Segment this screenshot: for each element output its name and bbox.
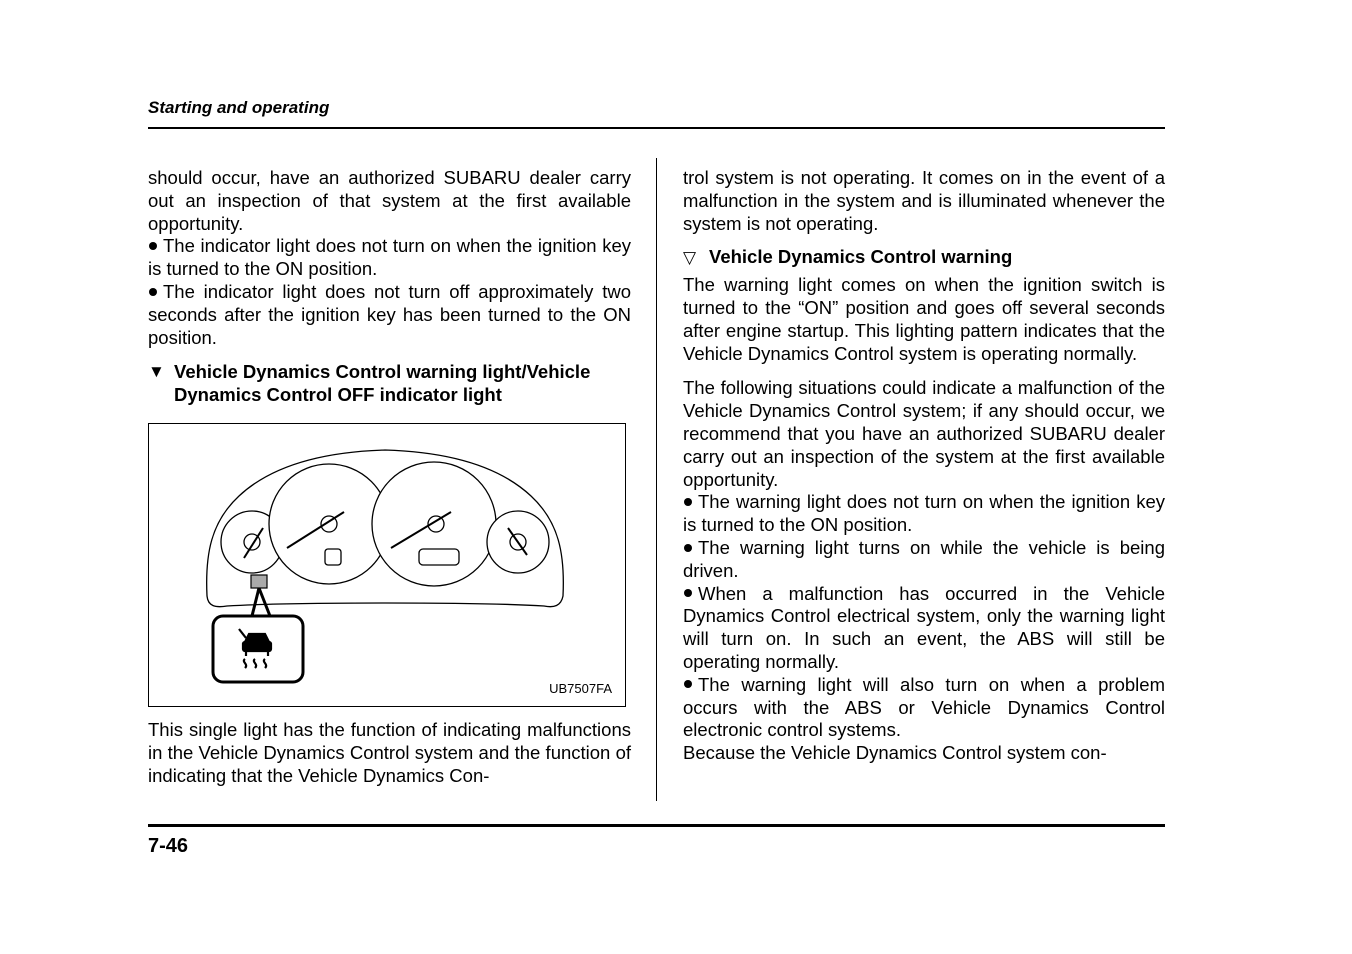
bullet-item: The indicator light does not turn off approximately two seconds after the ignition key has been turned to the ON position. <box>148 280 631 348</box>
page-number: 7-46 <box>148 835 189 857</box>
instrument-cluster-illustration <box>149 424 625 706</box>
instrument-cluster-figure <box>148 423 626 707</box>
section-heading-text: Vehicle Dynamics Control warning light/Vehicle Dynamics Control OFF indicator light <box>174 361 591 406</box>
continued-paragraph: should occur, have an authorized SUBARU dealer carry out an inspection of that system at the first available opportunity. <box>148 167 631 234</box>
hollow-triangle-icon <box>683 247 709 270</box>
bullet-dot <box>149 288 157 296</box>
body-paragraph: Because the Vehicle Dynamics Control system con- <box>683 742 1107 764</box>
subsection-heading <box>683 246 1165 270</box>
footer-rule <box>148 824 1165 827</box>
subsection-heading-text: Vehicle Dynamics Control warning <box>709 246 1013 268</box>
bullet-item: The warning light turns on while the vehicle is being driven. <box>683 536 1165 581</box>
bullet-item: When a malfunction has occurred in the Vehicle Dynamics Control electrical system, only the warning light will turn on. In such an event, the ABS will still be operating normally. <box>683 582 1165 672</box>
left-column <box>148 167 631 787</box>
bullet-dot <box>684 680 692 688</box>
bullet-dot <box>684 544 692 552</box>
body-paragraph: The following situations could indicate a malfunction of the Vehicle Dynamics Control system; if any should occur, we recommend that you have an authorized SUBARU dealer carry out an inspection of the system at the first available opportunity. <box>683 377 1165 490</box>
bullet-item: The warning light does not turn on when the ignition key is turned to the ON position. <box>683 491 1165 536</box>
bullet-dot <box>684 589 692 597</box>
header-rule <box>148 127 1165 129</box>
section-header: Starting and operating <box>148 98 330 117</box>
body-paragraph: This single light has the function of indicating malfunctions in the Vehicle Dynamics Control system and the function of indicating that the Vehicle Dynamics Con- <box>148 718 631 786</box>
bullet-item: The indicator light does not turn on when the ignition key is turned to the ON position. <box>148 235 631 280</box>
filled-triangle-icon <box>148 361 174 407</box>
section-heading <box>148 361 631 407</box>
bullet-dot <box>149 242 157 250</box>
column-divider <box>656 158 657 801</box>
bullet-dot <box>684 498 692 506</box>
body-paragraph: The warning light comes on when the ignition switch is turned to the “ON” position and goes off several seconds after engine startup. This lighting pattern indicates that the Vehicle Dynamics Control system is operating normally. <box>683 274 1165 364</box>
bullet-item: The warning light will also turn on when a problem occurs with the ABS or Vehicle Dynamics Control electronic control systems. <box>683 673 1165 741</box>
right-column <box>683 167 1165 765</box>
figure-code: UB7507FA <box>549 680 612 696</box>
continued-paragraph: trol system is not operating. It comes on in the event of a malfunction in the system and is illuminated whenever the system is not operating. <box>683 167 1165 234</box>
